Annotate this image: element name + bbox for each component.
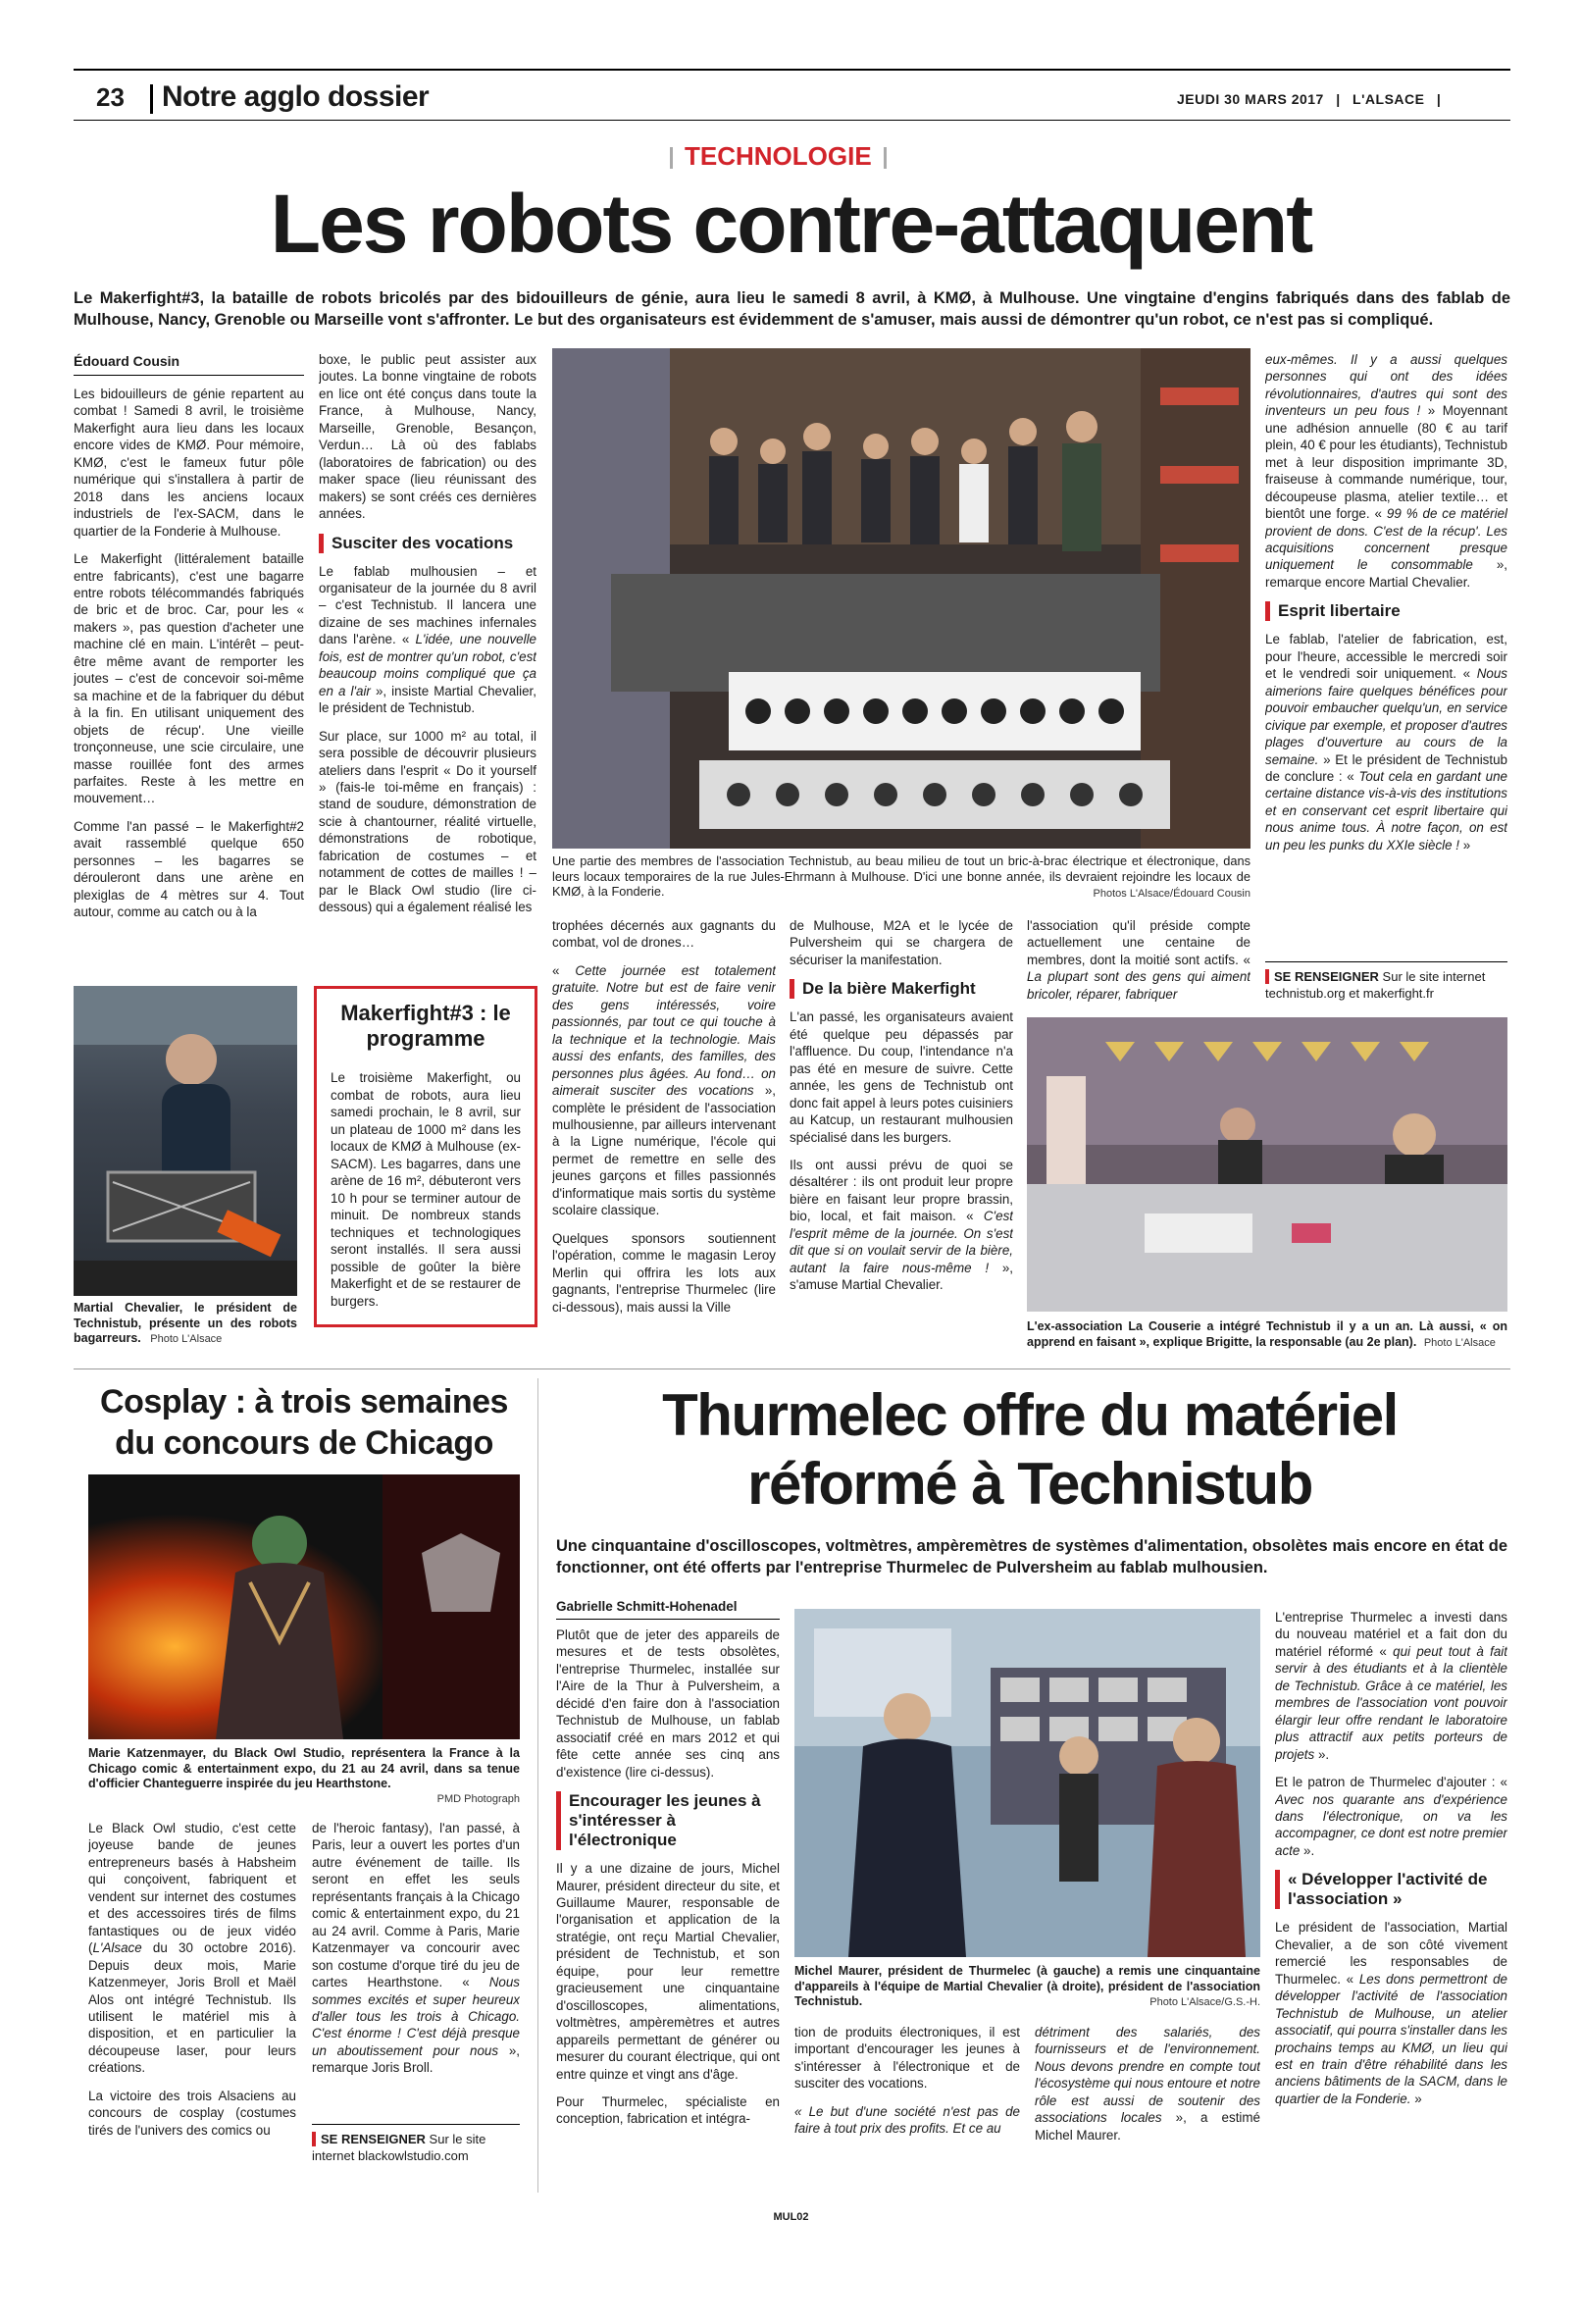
quote: Avec nos quarante ans d'expérience dans l'électronique, on va les accompagner, ce dont est notre premier acte [1275, 1791, 1507, 1858]
headline: Les robots contre-attaquent [270, 178, 1312, 270]
subheading: De la bière Makerfight [790, 979, 1013, 999]
text: », remarque Joris Broll. [312, 2042, 520, 2076]
text: de l'heroic fantasy), l'an passé, à Paris, leur a ouvert les portes d'un autre événement de taille. Ils seront en effet les seuls représentants français à la Chicago comic & entertainment expo, du 21 au 24 avril. Comme à Paris, Marie Katzenmayer va concourir avec son costume d'orque tiré du jeu de cartes Hearthstone. « [312, 1821, 520, 1990]
header-divider [150, 84, 153, 114]
text: « [552, 962, 560, 978]
quote: La plupart sont des gens qui aiment bricoler, réparer, fabriquer [1027, 969, 1250, 1002]
info-text: Sur le site internet technistub.org et makerfight.fr [1265, 969, 1486, 1001]
paragraph: La victoire des trois Alsaciens au concours de cosplay (costumes tirés de l'univers des comics ou [88, 2088, 296, 2138]
caption-text: Marie Katzenmayer, du Black Owl Studio, représentera la France à la Chicago comic & entertainment expo, du 21 au 24 avril, dans sa tenue d'officier Chanteguerre inspirée du jeu Hearthstone. [88, 1746, 520, 1790]
info-text: Sur le site internet blackowlstudio.com [312, 2132, 486, 2163]
subheading: Esprit libertaire [1265, 601, 1507, 621]
thurmelec-column-4 [1275, 1609, 1507, 2197]
paragraph: Plutôt que de jeter des appareils de mesures et de tests obsolètes, l'entreprise Thurmelec, installée sur l'Aire de la Thur à Pulversheim, a décidé d'en faire don à l'association Technistub de Mulhouse, un fablab associatif créé en mars 2012 et qui fête cette année ses cinq ans d'existence (lire ci-dessus). [556, 1627, 780, 1780]
page-code: MUL02 [773, 2211, 809, 2223]
box-text: Le troisième Makerfight, ou combat de robots, aura lieu samedi prochain, le 8 avril, sur un plateau de 1000 m² dans les locaux de KMØ à Mulhouse (ex-SACM). Les bagarres, dans une arène de 16 m², débuteront vers 10 h pour se terminer autour de minuit. De nombreux stands techniques et technologiques seront installés. Il sera aussi possible de goûter la bière Makerfight et de se restaurer de burgers. [331, 1070, 521, 1309]
header-rule-top [74, 69, 1510, 71]
text: Le président de l'association, Martial Chevalier, a de son côté vivement remercié les responsables de Thurmelec. « [1275, 1920, 1507, 1987]
photo-cosplay-credit: PMD Photograph [436, 1793, 520, 1805]
byline: Édouard Cousin [74, 353, 180, 369]
text: », a estimé Michel Maurer. [1035, 2110, 1260, 2143]
article-column-6 [1265, 351, 1507, 950]
paragraph [319, 563, 536, 717]
photo-thurmelec [794, 1609, 1260, 1957]
cosplay-column-2 [312, 1820, 520, 2114]
thurmelec-byline: Gabrielle Schmitt-Hohenadel [556, 1599, 738, 1614]
photo-cosplay-caption [88, 1746, 520, 1792]
paragraph: Pour Thurmelec, spécialiste en conception, fabrication et intégra- [556, 2093, 780, 2127]
photo-robot-caption [74, 1301, 297, 1348]
text: » [1462, 837, 1471, 852]
page-number: 23 [96, 82, 125, 112]
article-column-3 [552, 917, 776, 1329]
paragraph: L'an passé, les organisateurs avaient été quelque peu dépassés par l'affluence. Du coup, l'intendance n'a pas été en mesure de suivre. Cette année, les gens de Technistub ont donc fait appel à leurs potes cuisiniers au Katcup, un restaurant mulhousien spécialisé dans les burgers. [790, 1009, 1013, 1145]
paragraph: tion de produits électroniques, il est important d'encourager les jeunes à s'intéresser à l'électronique et de susciter des vocations. [794, 2025, 1020, 2092]
program-box [314, 986, 537, 1327]
paragraph: boxe, le public peut assister aux joutes. La bonne vingtaine de robots en lice ont été conçus dans toute la France, à Mulhouse, Nancy, Marseille, Grenoble, Besançon, Verdun… Là où des fablabs (laboratoires de fabrication) ou des maker space (lieu réunissant des makers) se sont créés ces dernières années. [319, 352, 536, 522]
issue-date: JEUDI 30 MARS 2017 [1177, 91, 1324, 107]
info-box-blackowl [312, 2124, 520, 2164]
paragraph: trophées décernés aux gagnants du combat, vol de drones… [552, 918, 776, 951]
newspaper-ref: L'Alsace [92, 1940, 142, 1956]
info-box-technistub [1265, 961, 1507, 1002]
info-label: SE RENSEIGNER [1265, 969, 1379, 984]
paragraph [1265, 631, 1507, 853]
text: » Et le président de Technistub de conclure : « [1265, 751, 1507, 784]
quote: C'est l'esprit même de la journée. On s'est dit que si on voulait servir de la bière, autant la faire nous-même ! [790, 1209, 1013, 1275]
text: Ils ont aussi prévu de quoi se désaltérer : ils ont produit leur propre bière en faisant leur propre brassin, bio, local, et fait maison. « [790, 1157, 1013, 1224]
caption-text: Une partie des membres de l'association Technistub, au beau milieu de tout un bric-à-brac électrique et électronique, dans leurs locaux temporaires de la rue Jules-Ehrmann à Mulhouse. D'ici une bonne année, ils devraient rejoindre les locaux de KMØ, à la Fonderie. [552, 853, 1250, 899]
paragraph [312, 1820, 520, 2077]
byline-rule [556, 1619, 780, 1620]
text: » [1414, 2091, 1422, 2106]
article-column-4 [790, 917, 1013, 1329]
text: », insiste Martial Chevalier, le président de Technistub. [319, 683, 536, 716]
text: du 30 octobre 2016). Depuis deux mois, Marie Katzenmeyer, Joris Broll et Maël Alos ont intégré Technistub. Ils utilisent le matériel mis à disposition, et en particulier la découpeuse laser, pour leurs créations. [88, 1940, 296, 2076]
subheading: Susciter des vocations [319, 534, 536, 553]
thurmelec-headline [549, 1381, 1510, 1519]
subheading: Encourager les jeunes à s'intéresser à l'électronique [556, 1791, 780, 1850]
subheading: « Développer l'activité de l'association » [1275, 1870, 1507, 1909]
cosplay-column-1 [88, 1820, 296, 2197]
caption-text: Martial Chevalier, le président de Technistub, présente un des robots bagarreurs. [74, 1301, 297, 1345]
quote: « Le but d'une société n'est pas de faire à tout prix des profits. Et ce au [794, 2103, 1020, 2137]
quote: 99 % de ce matériel provient de dons. C'est de la récup'. Les acquisitions concernent presque uniquement le consommable [1265, 506, 1507, 573]
photo-group-credit: Photos L'Alsace/Édouard Cousin [1093, 888, 1250, 900]
text: Le Black Owl studio, c'est cette joyeuse bande de jeunes entrepreneurs basés à Habsheim qui conçoivent, fabriquent et vendent sur internet des costumes et des accessoires tirés de films fantastiques ou de jeux vidéo ( [88, 1821, 296, 1956]
caption-text: L'ex-association La Couserie a intégré Technistub il y a un an. Là aussi, « on apprend en faisant », explique Brigitte, la responsable (au 2e plan). [1027, 1319, 1507, 1349]
paragraph: Il y a une dizaine de jours, Michel Maurer, président directeur du site, et Guillaume Maurer, responsable de l'organisation et application de la stratégie, ont reçu Martial Chevalier, président de Technistub, et son équipe, pour leur remettre gracieusement une cinquantaine d'oscilloscopes, alimentations, voltmètres, ampèremètres et autres appareils permettant de générer ou mesurer du courant électrique, qui ont entre quinze et vingt ans d'âge. [556, 1861, 780, 2082]
quote: Tout cela en gardant une certaine distance vis-à-vis des institutions et en conservant cet esprit libertaire qui nous anime tous. À notre façon, on est un peu les punks du XXIe siècle ! [1265, 768, 1507, 852]
article-column-2 [319, 351, 536, 979]
box-title: Makerfight#3 : le programme [340, 1001, 511, 1051]
photo-couserie [1027, 1017, 1507, 1312]
text: ». [1303, 1842, 1315, 1858]
thurmelec-column-1 [556, 1627, 780, 2195]
text: », complète le président de l'association mulhousienne, par ailleurs intervenant à la Ligne numérique, l'école qui permet de remettre en selle des jeunes garçons et filles passionnés d'informatique mais sortis du système scolaire classique. [552, 1083, 776, 1218]
cosplay-headline: Cosplay : à trois semaines du concours de Chicago [100, 1383, 508, 1462]
quote: Nous aimerions faire quelques bénéfices pour pouvoir embaucher quelqu'un, en service civique par exemple, et proposer d'autres plages d'ouverture au cours de la semaine. [1265, 666, 1507, 767]
headline-line-2: réformé à Technistub [747, 1451, 1312, 1517]
quote: Nous sommes excités et super heureux d'aller tous les trois à Chicago. C'est énorme ! C'est déjà presque un aboutissement pour nous [312, 1975, 520, 2058]
header-date: JEUDI 30 MARS 2017 | L'ALSACE | [1177, 91, 1442, 107]
info-label: SE RENSEIGNER [312, 2132, 426, 2146]
paragraph: Sur place, sur 1000 m² au total, il sera possible de découvrir plusieurs ateliers dans l'esprit « Do it yourself » (fais-le toi-même en français) : stand de soudure, démonstration de scie à chantourner, réalité virtuelle, démonstrations de robotique, fabrication de costumes – et notamment de cottes de mailles ! – par le Black Owl studio (lire ci-dessous) qui a également réalisé les [319, 728, 536, 915]
photo-robot [74, 986, 297, 1296]
paragraph [1275, 1609, 1507, 1763]
quote: détriment des salariés, des fournisseurs et de l'environnement. Nous devons prendre en compte tout l'écosystème qui nous entoure et notre rôle est aussi de soutenir des associations locales [1035, 2025, 1260, 2126]
photo-thurmelec-credit: Photo L'Alsace/G.S.-H. [1149, 1996, 1260, 2008]
paragraph [552, 962, 776, 1219]
paragraph [1275, 1774, 1507, 1859]
paragraph: Comme l'an passé – le Makerfight#2 avait rassemblé quelque 650 personnes – les bagarres se dérouleront dans une arène en plexiglas de 4 mètres sur 4. Tout autour, comme au catch ou à la [74, 818, 304, 920]
header-rule-bottom [74, 120, 1510, 121]
kicker-label: TECHNOLOGIE [685, 141, 872, 171]
text: », s'amuse Martial Chevalier. [790, 1260, 1013, 1293]
article-column-1 [74, 386, 304, 972]
headline-line-1: Thurmelec offre du matériel [662, 1382, 1398, 1448]
paragraph [1027, 917, 1250, 1003]
byline-rule [74, 375, 304, 376]
paragraph [1035, 2024, 1260, 2143]
text: Et le patron de Thurmelec d'ajouter : « [1275, 1775, 1507, 1790]
thurmelec-column-3 [1035, 2024, 1260, 2195]
section-title: Notre agglo dossier [162, 80, 430, 113]
quote: L'idée, une nouvelle fois, est de montrer qu'un robot, c'est beaucoup moins compliqué que ça en a l'air [319, 632, 536, 698]
thurmelec-column-2 [794, 2024, 1020, 2195]
text: », remarque encore Martial Chevalier. [1265, 557, 1507, 590]
newspaper-name: L'ALSACE [1352, 91, 1425, 107]
thurmelec-lead: Une cinquantaine d'oscilloscopes, voltmètres, ampèremètres de systèmes d'alimentation, obsolètes mais encore en état de fonctionner, ont été offerts par l'entreprise Thurmelec de Pulversheim au fablab mulhousien. [556, 1537, 1507, 1576]
article-column-5 [1027, 917, 1250, 1010]
paragraph: Les bidouilleurs de génie repartent au combat ! Samedi 8 avril, le troisième Makerfight aura lieu dans les locaux encore vides de KMØ. Pour mémoire, KMØ, c'est le fameux futur pôle numérique qui s'installera à partir de 2018 dans les anciens locaux industriels de l'ex-SACM, dans le quartier de la Fonderie à Mulhouse. [74, 387, 304, 539]
text: L'entreprise Thurmelec a investi dans du nouveau matériel et a fait don du matériel réformé « [1275, 1610, 1507, 1659]
photo-group [552, 348, 1250, 849]
caption-credit: Photo L'Alsace [1423, 1336, 1496, 1349]
photo-cosplay [88, 1474, 520, 1739]
kicker [670, 141, 887, 172]
lead-paragraph: Le Makerfight#3, la bataille de robots bricolés par des bidouilleurs de génie, aura lieu le samedi 8 avril, à KMØ, à Mulhouse. Une vingtaine d'engins fabriqués dans des fablab de Mulhouse, Nancy, Grenoble ou Marseille vont s'affronter. Le but des organisateurs est évidemment de s'amuser, mais aussi de démontrer qu'un robot, ce n'est pas si compliqué. [74, 289, 1510, 329]
paragraph: de Mulhouse, M2A et le lycée de Pulversheim qui se chargera de sécuriser la manifestation. [790, 918, 1013, 967]
quote: Cette journée est totalement gratuite. Notre but est de faire venir des gens intéressés, voire passionnés, par tout ce qui touche à la technique et la technologie. Mais aussi des enfants, des familles, des personnes plus âgées. Au fond… on aimerait susciter des vocations [552, 962, 776, 1099]
paragraph [1275, 1919, 1507, 2107]
column-divider [537, 1378, 538, 2193]
text: Le fablab mulhousien – et organisateur de la journée du 8 avril – c'est Technistub. Il lancera une dizaine de ses machines infernales dans l'arène. « [319, 563, 536, 647]
paragraph: Le Makerfight (littéralement bataille entre fabricants), c'est une bagarre entre robots télécommandés fabriqués de bric et de broc. Car, pour les « makers », pas question d'acheter une machine clé en main. L'intérêt – peut-être même avant de remporter les joutes – c'est de concevoir soi-même sa machine et de la fabriquer du début à la fin. En utilisant uniquement des objets de récup'. Une vieille tronçonneuse, une scie circulaire, une masse rouillée font des armes parfaites. Reste à les mettre en mouvement… [74, 551, 304, 806]
paragraph: Quelques sponsors soutiennent l'opération, comme le magasin Leroy Merlin qui offrira les lots aux gagnants, l'entreprise Thurmelec (lire ci-dessous), mais aussi la Ville [552, 1230, 776, 1315]
text: » Moyennant une adhésion annuelle (80 € au tarif plein, 40 € pour les étudiants), Technistub met à leur disposition imprimante 3D, fraiseuse à commande numérique, tour, découpeuse plasma, atelier textile… et bientôt une forge. « [1265, 403, 1507, 522]
text: ». [1317, 1746, 1330, 1762]
text: Le fablab, l'atelier de fabrication, est, pour l'heure, accessible le mercredi soir et le vendredi soir uniquement. « [1265, 632, 1507, 682]
quote: Les dons permettront de développer l'activité de l'association Technistub de Mulhouse, un atelier associatif, qui pourra s'installer dans les prochains temps au KMØ, un lieu qui est en train d'être réhabilité dans les anciens bâtiments de la SACM, dans le quartier de la Fonderie. [1275, 1971, 1507, 2106]
paragraph [790, 1157, 1013, 1294]
paragraph [1265, 351, 1507, 591]
text: l'association qu'il préside compte actuellement une centaine de membres, dont la moitié sont actifs. « [1027, 918, 1250, 967]
quote: eux-mêmes. Il y a aussi quelques personnes qui ont des idées révolutionnaires, d'autres qui sont des inventeurs un peu fous ! [1265, 352, 1507, 419]
caption-credit: Photo L'Alsace [150, 1333, 223, 1345]
paragraph [88, 1820, 296, 2077]
caption-text: Michel Maurer, président de Thurmelec (à gauche) a remis une cinquantaine d'appareils à l'équipe de Martial Chevalier (à droite), président de l'association Technistub. [794, 1964, 1260, 2008]
photo-couserie-caption [1027, 1319, 1507, 1351]
quote: qui peut tout à fait servir à des étudiants et à la clientèle de Technistub. Grâce à ce matériel, les membres de l'association vont pouvoir élargir leur offre rendant le laboratoire plus attractif aux petits porteurs de projets [1275, 1643, 1507, 1762]
